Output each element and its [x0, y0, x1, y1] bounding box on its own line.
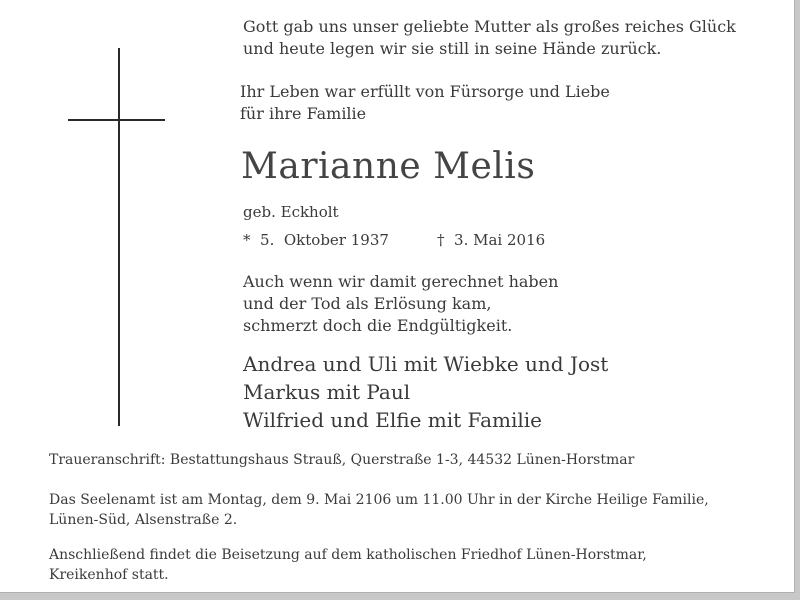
- birth-name: geb. Eckholt: [243, 203, 339, 221]
- family-names: Andrea und Uli mit Wiebke und Jost Markus mit Paul Wilfried und Elfie mit Familie: [243, 352, 609, 432]
- deceased-name: Marianne Melis: [241, 146, 536, 187]
- cross-icon: [118, 48, 120, 426]
- birth-date: * 5. Oktober 1937: [243, 231, 389, 249]
- verse: Auch wenn wir damit gerechnet haben und der Tod als Erlösung kam, schmerzt doch die Endgültigkeit.: [243, 272, 559, 335]
- opening-verse: Gott gab uns unser geliebte Mutter als großes reiches Glück und heute legen wir sie still in seine Hände zurück.: [243, 17, 736, 58]
- cross-icon-beam: [68, 119, 165, 121]
- mourning-address: Traueranschrift: Bestattungshaus Strauß, Querstraße 1-3, 44532 Lünen-Horstmar: [49, 452, 635, 468]
- life-line: Ihr Leben war erfüllt von Fürsorge und Liebe für ihre Familie: [240, 82, 610, 123]
- burial-info: Anschließend findet die Beisetzung auf dem katholischen Friedhof Lünen-Horstmar, Kreikenhof statt.: [49, 547, 647, 583]
- requiem-info: Das Seelenamt ist am Montag, dem 9. Mai 2106 um 11.00 Uhr in der Kirche Heilige Familie, Lünen-Süd, Alsenstraße 2.: [49, 492, 709, 528]
- death-date: † 3. Mai 2016: [437, 231, 546, 249]
